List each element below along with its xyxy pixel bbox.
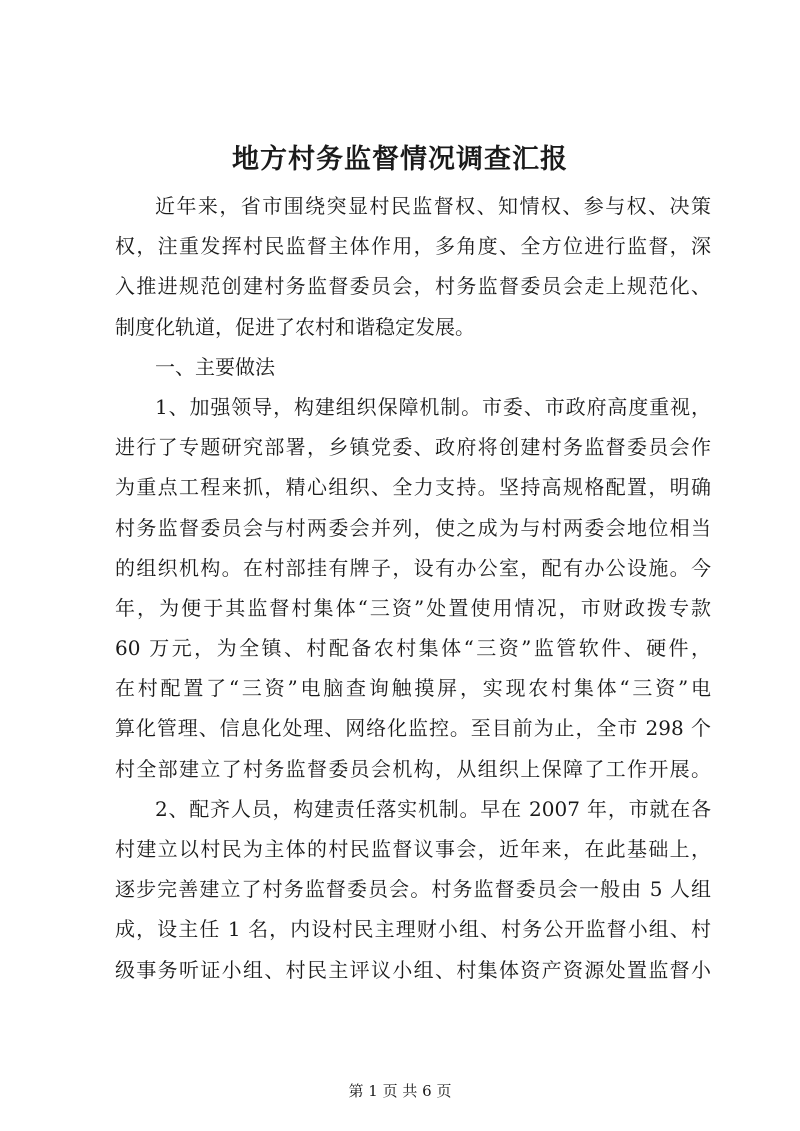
body-line: 权，注重发挥村民监督主体作用，多角度、全方位进行监督，深 bbox=[115, 234, 711, 259]
body-line: 级事务听证小组、村民主评议小组、村集体资产资源处置监督小 bbox=[115, 957, 711, 982]
body-line: 近年来，省市围绕突显村民监督权、知情权、参与权、决策 bbox=[155, 194, 711, 218]
body-line: 60 万元，为全镇、村配备农村集体“三资”监管软件、硬件， bbox=[115, 636, 711, 661]
document-body bbox=[115, 186, 711, 990]
body-line: 2、配齐人员，构建责任落实机制。早在 2007 年，市就在各 bbox=[155, 796, 711, 821]
body-line: 村建立以村民为主体的村民监督议事会，近年来，在此基础上， bbox=[115, 837, 711, 861]
body-line: 为重点工程来抓，精心组织、全力支持。坚持高规格配置，明确 bbox=[115, 475, 711, 500]
body-line: 村务监督委员会与村两委会并列，使之成为与村两委会地位相当 bbox=[115, 515, 711, 540]
body-line: 算化管理、信息化处理、网络化监控。至目前为止，全市 298 个 bbox=[115, 716, 711, 741]
body-line: 进行了专题研究部署，乡镇党委、政府将创建村务监督委员会作 bbox=[115, 435, 711, 460]
body-line: 1、加强领导，构建组织保障机制。市委、市政府高度重视， bbox=[155, 394, 711, 419]
body-line: 成，设主任 1 名，内设村民主理财小组、村务公开监督小组、村 bbox=[115, 917, 711, 942]
body-line: 入推进规范创建村务监督委员会，村务监督委员会走上规范化、 bbox=[115, 274, 711, 299]
body-line: 在村配置了“三资”电脑查询触摸屏，实现农村集体“三资”电 bbox=[115, 676, 711, 701]
body-line: 的组织机构。在村部挂有牌子，设有办公室，配有办公设施。今 bbox=[115, 555, 711, 580]
page-number: 第 1 页 共 6 页 bbox=[348, 1082, 452, 1100]
body-line: 年，为便于其监督村集体“三资”处置使用情况，市财政拨专款 bbox=[115, 595, 711, 620]
body-line: 村全部建立了村务监督委员会机构，从组织上保障了工作开展。 bbox=[115, 756, 711, 781]
body-line: 制度化轨道，促进了农村和谐稳定发展。 bbox=[115, 314, 475, 339]
section-heading: 一、主要做法 bbox=[155, 354, 275, 379]
body-line: 逐步完善建立了村务监督委员会。村务监督委员会一般由 5 人组 bbox=[115, 877, 711, 902]
document-title: 地方村务监督情况调查汇报 bbox=[232, 144, 568, 175]
